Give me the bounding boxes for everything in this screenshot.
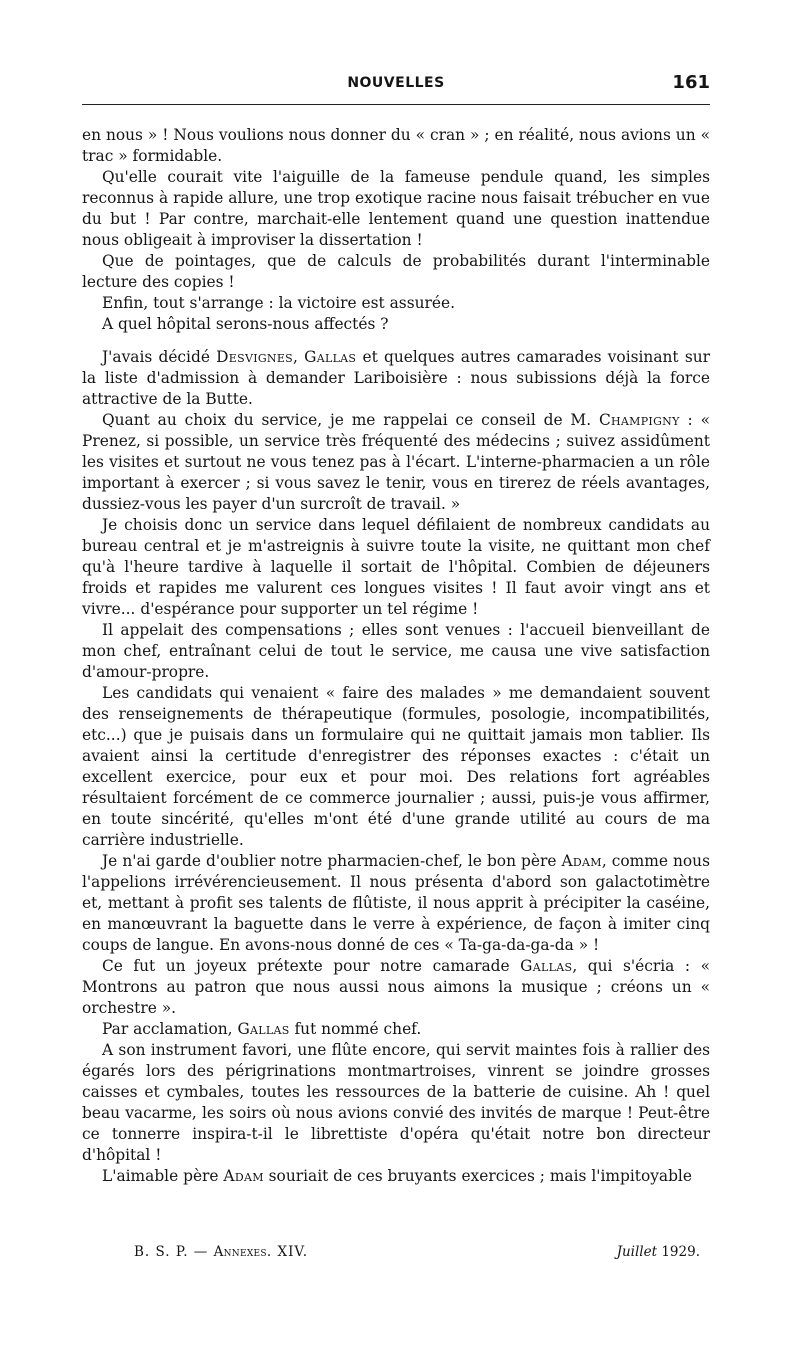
paragraph <box>82 1019 710 1040</box>
paragraph <box>82 851 710 956</box>
issue-year: 1929. <box>657 1244 700 1260</box>
paragraph <box>82 956 710 1019</box>
text-run: Quant au choix du service, je me rappelai ce conseil de M. <box>102 411 599 429</box>
person-name: Gallas <box>237 1020 290 1038</box>
person-name: Gallas <box>304 348 357 366</box>
paragraph <box>82 347 710 410</box>
text-run: souriait de ces bruyants exercices ; mais l'impitoyable <box>263 1167 692 1185</box>
paragraph <box>82 410 710 515</box>
running-title: NOUVELLES <box>347 75 445 91</box>
paragraph: Je choisis donc un service dans lequel défilaient de nombreux candidats au bureau central et je m'astreignis à suivre toute la visite, ne quittant mon chef qu'à l'heure tardive à laquelle il sortait de l'hôpital. Combien de déjeuners froids et rapides me valurent ces longues visites ! Il faut avoir vingt ans et vivre... d'espérance pour supporter un tel régime ! <box>82 516 710 618</box>
text-run: , qui s'écria : « Montrons au patron que nous aussi nous aimons la musique ; créons un « orchestre ». <box>82 957 710 1017</box>
person-name: Adam <box>223 1167 264 1185</box>
book-page <box>82 0 710 1355</box>
journal-reference <box>134 1244 308 1260</box>
issue-date <box>617 1244 700 1260</box>
article-body <box>82 125 710 1187</box>
person-name: Adam <box>561 852 602 870</box>
paragraph: A son instrument favori, une flûte encore, qui servit maintes fois à rallier des égarés lors des périgrinations montmartroises, vinrent se joindre grosses caisses et cymbales, toutes les ressources de la batterie de cuisine. Ah ! quel beau vacarme, les soirs où nous avions convié des invités de marque ! Peut-être ce tonnerre inspira-t-il le librettiste d'opéra qu'était notre bon directeur d'hôpital ! <box>82 1041 710 1164</box>
volume-number: . XIV. <box>266 1244 309 1260</box>
paragraph: Qu'elle courait vite l'aiguille de la fameuse pendule quand, les simples reconnus à rapide allure, une trop exotique racine nous faisait trébucher en vue du but ! Par contre, marchait-elle lentement quand une question inattendue nous obligeait à improviser la dissertation ! <box>82 168 710 249</box>
paragraph: Enfin, tout s'arrange : la victoire est assurée. <box>102 294 455 312</box>
annexes-label: Annexes <box>213 1244 267 1260</box>
page-footer <box>82 1240 710 1266</box>
text-run: , comme nous l'appelions irrévérencieusement. Il nous présenta d'abord son galactotimètre et, mettant à profit ses talents de flûtiste, il nous apprit à précipiter la caséine, en manœuvrant la baguette dans le verre à expérience, de façon à imiter cinq coups de langue. En avons-nous donné de ces « Ta-ga-da-ga-da » ! <box>82 852 710 954</box>
paragraph: Que de pointages, que de calculs de probabilités durant l'interminable lecture des copies ! <box>82 252 710 291</box>
text-run: et quelques autres camarades voisinant sur la liste d'admission à demander Lariboisière : nous subissions déjà la force attractive de la Butte. <box>82 348 710 408</box>
paragraph <box>82 1166 710 1187</box>
text-run: : « Prenez, si possible, un service très fréquenté des médecins ; suivez assidûment les visites et surtout ne vous tenez pas à l'écart. L'interne-pharmacien a un rôle important à exercer ; si vous savez le tenir, vous en tirerez de réels avantages, dussiez-vous les payer d'un surcroît de travail. » <box>82 411 710 513</box>
page-number: 161 <box>672 72 710 93</box>
issue-month: Juillet <box>616 1244 658 1260</box>
text-run: Par acclamation, <box>102 1020 238 1038</box>
text-run: Je n'ai garde d'oublier notre pharmacien-chef, le bon père <box>102 852 562 870</box>
text-run: Ce fut un joyeux prétexte pour notre camarade <box>102 957 521 975</box>
text-run: L'aimable père <box>102 1167 224 1185</box>
paragraph: Les candidats qui venaient « faire des malades » me demandaient souvent des renseignements de thérapeutique (formules, posologie, incompatibilités, etc...) que je puisais dans un formulaire qui ne quittait jamais mon tablier. Ils avaient ainsi la certitude d'enregistrer des réponses exactes : c'était un excellent exercice, pour eux et pour moi. Des relations fort agréables résultaient forcément de ce commerce journalier ; aussi, puis-je vous affirmer, en toute sincérité, qu'elles m'ont été d'une grande utilité au cours de ma carrière industrielle. <box>82 684 710 849</box>
paragraph: Il appelait des compensations ; elles sont venues : l'accueil bienveillant de mon chef, entraînant celui de tout le service, me causa une vive satisfaction d'amour-propre. <box>82 621 710 681</box>
header-rule <box>82 104 710 105</box>
text-run: J'avais décidé <box>102 348 217 366</box>
text-run: fut nommé chef. <box>289 1020 422 1038</box>
journal-abbrev: B. S. P. — <box>134 1244 214 1260</box>
page-header <box>82 72 710 102</box>
text-run: , <box>293 348 305 366</box>
person-name: Champigny <box>598 411 680 429</box>
paragraph: en nous » ! Nous voulions nous donner du « cran » ; en réalité, nous avions un « trac » formidable. <box>82 126 710 165</box>
person-name: Gallas <box>520 957 573 975</box>
person-name: Desvignes <box>216 348 294 366</box>
paragraph: A quel hôpital serons-nous affectés ? <box>102 315 389 333</box>
